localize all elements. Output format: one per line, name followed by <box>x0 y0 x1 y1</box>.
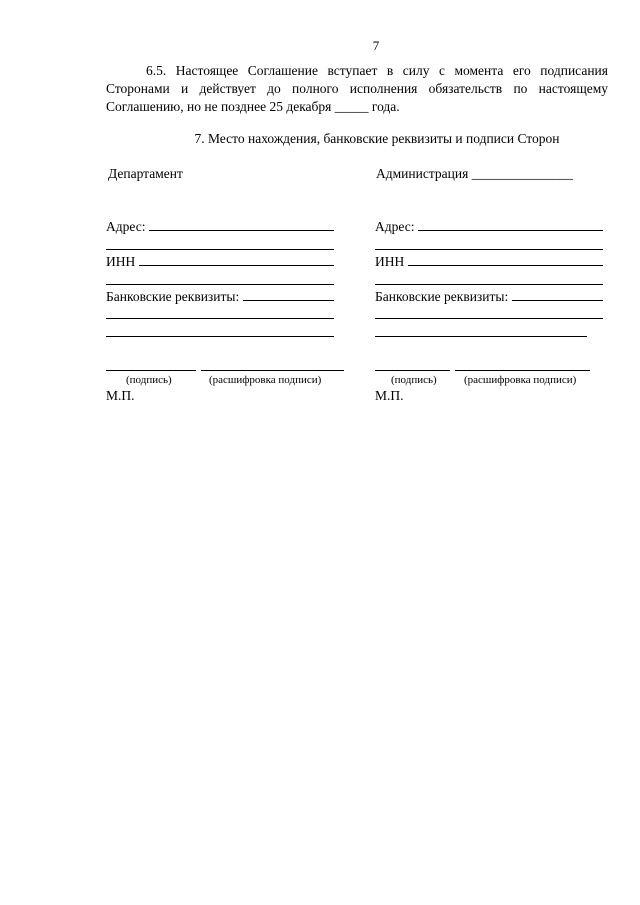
left-inn-label: ИНН <box>106 254 136 269</box>
left-bank-blank[interactable] <box>243 288 334 301</box>
left-stamp-label: М.П. <box>106 388 135 403</box>
left-bank-field[interactable] <box>106 288 334 305</box>
paragraph-6-5 <box>106 62 608 116</box>
left-bank-line-2[interactable] <box>106 318 334 319</box>
left-signature-caption: (подпись) <box>126 374 172 386</box>
left-party-name: Департамент <box>108 166 183 181</box>
right-inn-blank[interactable] <box>408 253 603 266</box>
left-inn-field[interactable] <box>106 253 334 270</box>
right-address-blank[interactable] <box>418 218 603 231</box>
right-address-line-2[interactable] <box>375 249 603 250</box>
section-7-title: 7. Место нахождения, банковские реквизиты и подписи Сторон <box>194 131 560 146</box>
left-address-field[interactable] <box>106 218 334 235</box>
paragraph-line-3: Соглашению, но не позднее 25 декабря _____ года. <box>106 99 400 114</box>
right-address-label: Адрес: <box>375 219 415 234</box>
right-bank-blank[interactable] <box>512 288 603 301</box>
right-party-name: Администрация _______________ <box>376 166 573 181</box>
right-decoding-line[interactable] <box>455 370 590 371</box>
paragraph-line-1: 6.5. Настоящее Соглашение вступает в силу с момента его подписания <box>146 63 608 78</box>
left-address-label: Адрес: <box>106 219 146 234</box>
left-address-line-2[interactable] <box>106 249 334 250</box>
left-decoding-caption: (расшифровка подписи) <box>209 374 322 386</box>
right-bank-label: Банковские реквизиты: <box>375 289 509 304</box>
right-signature-caption: (подпись) <box>391 374 437 386</box>
page-number: 7 <box>372 38 380 53</box>
right-signature-line[interactable] <box>375 370 450 371</box>
right-bank-field[interactable] <box>375 288 603 305</box>
right-decoding-caption: (расшифровка подписи) <box>464 374 577 386</box>
right-address-field[interactable] <box>375 218 603 235</box>
right-inn-line-2[interactable] <box>375 284 603 285</box>
left-address-blank[interactable] <box>149 218 334 231</box>
right-stamp-label: М.П. <box>375 388 404 403</box>
left-bank-label: Банковские реквизиты: <box>106 289 240 304</box>
right-inn-field[interactable] <box>375 253 603 270</box>
left-decoding-line[interactable] <box>201 370 344 371</box>
right-bank-line-3[interactable] <box>375 336 587 337</box>
left-inn-line-2[interactable] <box>106 284 334 285</box>
right-bank-line-2[interactable] <box>375 318 603 319</box>
left-signature-line[interactable] <box>106 370 196 371</box>
paragraph-line-2: Сторонами и действует до полного исполнения обязательств по настоящему <box>106 81 608 96</box>
left-inn-blank[interactable] <box>139 253 334 266</box>
right-inn-label: ИНН <box>375 254 405 269</box>
left-bank-line-3[interactable] <box>106 336 334 337</box>
